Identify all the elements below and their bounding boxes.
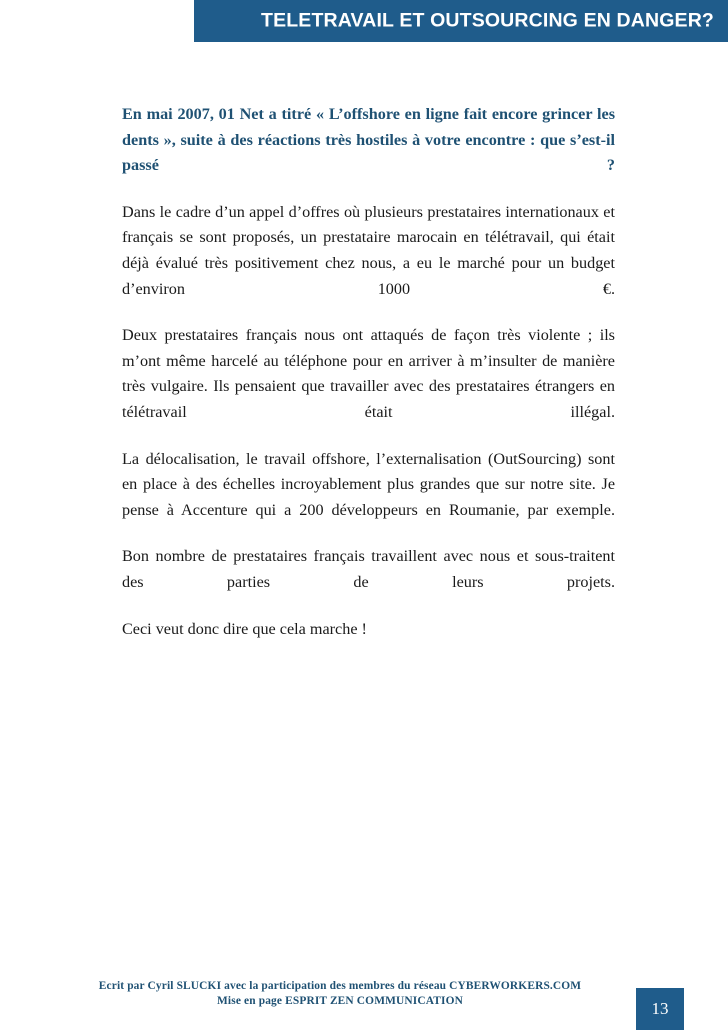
footer-credits	[0, 979, 680, 1009]
paragraph-appel-offres: Dans le cadre d’un appel d’offres où plusieurs prestataires internationaux et français se sont proposés, un prestataire marocain en télétravail, qui était déjà évalué très positivement chez nous, a eu le marché pour un budget d’environ 1000 €.	[122, 202, 615, 298]
footer-line-author: Ecrit par Cyril SLUCKI avec la participation des membres du réseau CYBERWORKERS.COM	[98, 980, 582, 992]
document-body	[122, 102, 615, 663]
paragraph-conclusion: Ceci veut donc dire que cela marche !	[122, 619, 367, 638]
paragraph-delocalisation: La délocalisation, le travail offshore, l’externalisation (OutSourcing) sont en place à des échelles incroyablement plus grandes que sur notre site. Je pense à Accenture qui a 200 développeurs en Roumanie, par exemple.	[122, 449, 615, 519]
paragraph-attaques: Deux prestataires français nous ont attaqués de façon très violente ; ils m’ont même harcelé au téléphone pour en arriver à m’insulter de manière très vulgaire. Ils pensaient que travailler avec des prestataires étrangers en télétravail était illégal.	[122, 326, 615, 421]
paragraph-sous-traitance: Bon nombre de prestataires français travaillent avec nous et sous-traitent des parties de leurs projets.	[122, 547, 615, 591]
page-number-badge: 13	[636, 988, 684, 1030]
footer-line-layout: Mise en page ESPRIT ZEN COMMUNICATION	[217, 995, 463, 1007]
paragraph-question: En mai 2007, 01 Net a titré « L’offshore en ligne fait encore grincer les dents », suite à des réactions très hostiles à votre encontre : que s’est-il passé ?	[122, 105, 615, 175]
header-banner	[194, 0, 728, 42]
page-title: TELETRAVAIL ET OUTSOURCING EN DANGER?	[261, 9, 714, 32]
